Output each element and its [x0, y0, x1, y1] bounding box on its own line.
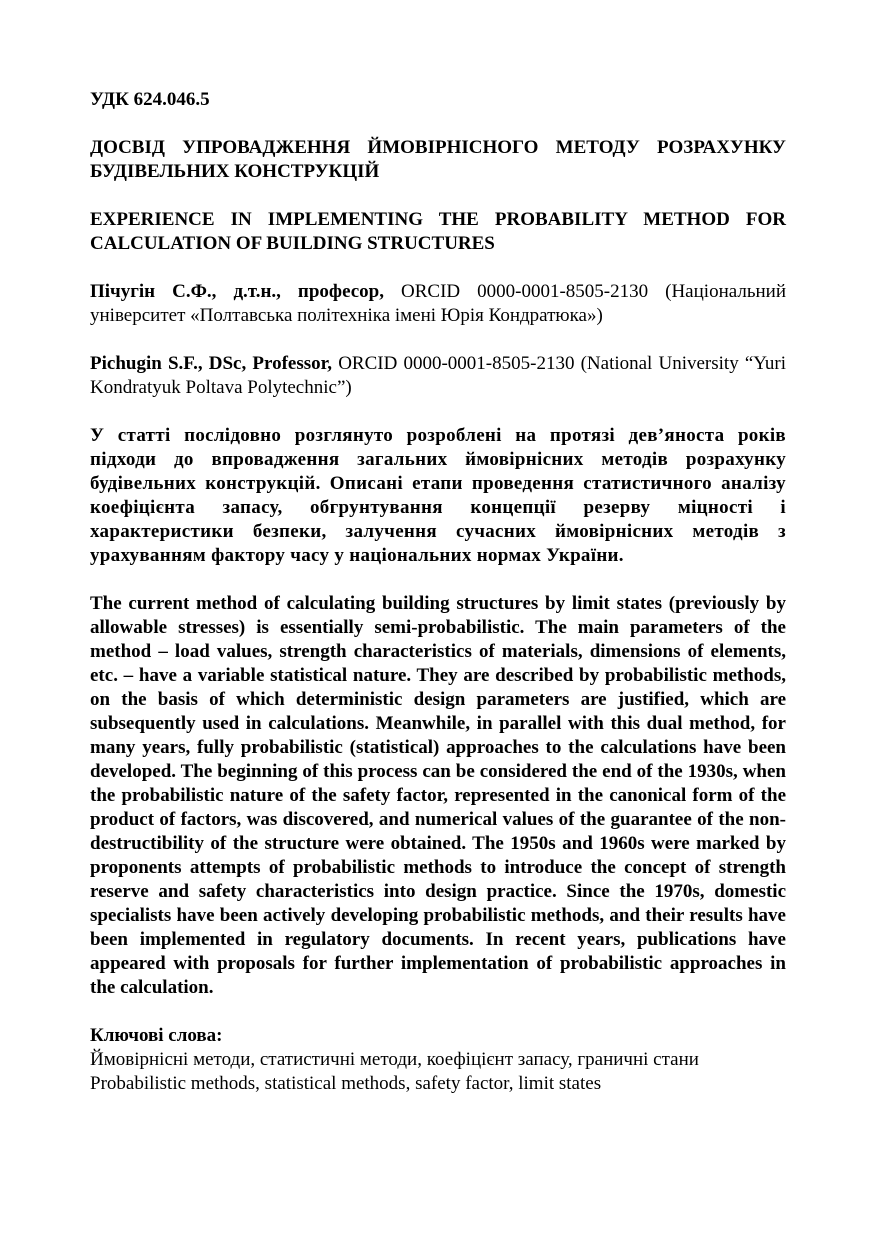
- author-ua-name: Пічугін С.Ф., д.т.н., професор,: [90, 281, 384, 302]
- author-en-details: ORCID 0000-0001-8505-2130 (National University “Yuri Kondratyuk Poltava Polytechnic”): [90, 353, 786, 398]
- abstract-english: The current method of calculating building structures by limit states (previously by allowable stresses) is essentially semi-probabilistic. The main parameters of the method – load values, strength characteristics of materials, dimensions of elements, etc. – have a variable statistical nature. They are described by probabilistic methods, on the basis of which deterministic design parameters are justified, which are subsequently used in calculations. Meanwhile, in parallel with this dual method, for many years, fully probabilistic (statistical) approaches to the calculations have been developed. The beginning of this process can be considered the end of the 1930s, when the probabilistic nature of the safety factor, represented in the canonical form of the product of factors, was discovered, and numerical values of the guarantee of the non-destructibility of the structure were obtained. The 1950s and 1960s were marked by proponents attempts of probabilistic methods to introduce the concept of strength reserve and safety characteristics into design practice. Since the 1970s, domestic specialists have been actively developing probabilistic methods, and their results have been implemented in regulatory documents. In recent years, publications have appeared with proposals for further implementation of probabilistic approaches in the calculation.: [90, 593, 786, 998]
- keywords-english: Probabilistic methods, statistical methods, safety factor, limit states: [90, 1073, 602, 1094]
- author-ua-details: ORCID 0000-0001-8505-2130 (Національний університет «Полтавська політехніка імені Юрія Кондратюка»): [90, 281, 786, 326]
- abstract-ukrainian: У статті послідовно розглянуто розроблені на протязі дев’яноста років підходи до впровадження загальних ймовірнісних методів розрахунку будівельних конструкцій. Описані етапи проведення статистичного аналізу коефіцієнта запасу, обгрунтування концепції резерву міцності і характеристики безпеки, залучення сучасних ймовірнісних методів з урахуванням фактору часу у національних нормах України.: [90, 425, 786, 566]
- keywords-heading: Ключові слова:: [90, 1025, 223, 1046]
- title-english: EXPERIENCE IN IMPLEMENTING THE PROBABILITY METHOD FOR CALCULATION OF BUILDING STRUCTURES: [90, 209, 786, 254]
- title-ukrainian: ДОСВІД УПРОВАДЖЕННЯ ЙМОВІРНІСНОГО МЕТОДУ РОЗРАХУНКУ БУДІВЕЛЬНИХ КОНСТРУКЦІЙ: [90, 137, 786, 182]
- author-ukrainian: [90, 280, 786, 328]
- keywords-ukrainian: Ймовірнісні методи, статистичні методи, коефіцієнт запасу, граничні стани: [90, 1049, 699, 1070]
- udk-code: УДК 624.046.5: [90, 89, 210, 110]
- author-english: [90, 352, 786, 400]
- author-en-name: Pichugin S.F., DSc, Professor,: [90, 353, 333, 374]
